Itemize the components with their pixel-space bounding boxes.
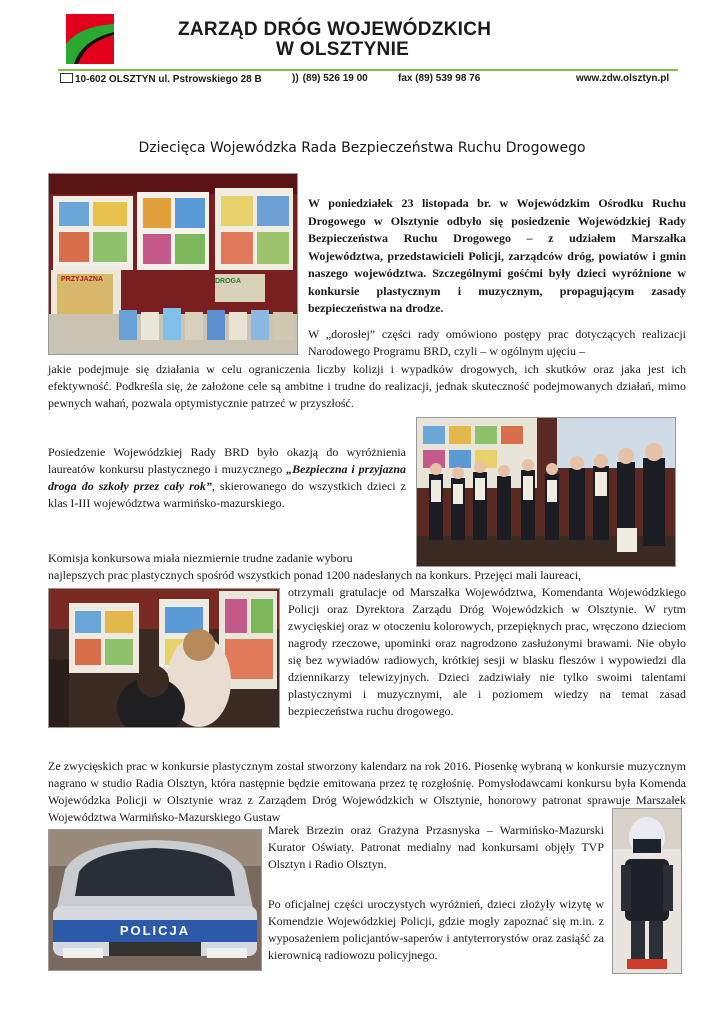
envelope-icon [60, 73, 73, 83]
header-divider [58, 69, 678, 71]
address-line [60, 73, 262, 85]
paragraph-6: Po oficjalnej części uroczystych wyróżnień, dzieci złożyły wizytę w Komendzie Wojewódzkiej Policji, gdzie mogły zapoznać się m.in. z wyposażeniem policjantów-saperów i antyterrorystów oraz zasiąść za kierownicą radiowozu policyjnego. [268, 897, 604, 962]
photo-exhibition-boards [48, 173, 298, 355]
board-label-2: DROGA [215, 278, 242, 285]
phone-icon: )) [292, 73, 299, 84]
organization-name [178, 20, 558, 60]
title-line-1: ZARZĄD DRÓG WOJEWÓDZKICH [178, 19, 492, 40]
contest-name: „Bezpieczna i przyjazna droga do szkoły przez cały rok” [48, 462, 406, 493]
phone-text: (89) 526 19 00 [302, 73, 368, 84]
paragraph-3 [48, 444, 406, 512]
photo-police-car [48, 829, 262, 971]
photo-visitors-exhibition [48, 588, 280, 728]
paragraph-5-cont: Marek Brzezin oraz Grażyna Przasnyska – Warmińsko-Mazurski Kurator Oświaty. Patronat medialny nad konkursami objęły TVP Olsztyn i Radio Olsztyn. [268, 823, 604, 871]
intro-paragraph: W poniedziałek 23 listopada br. w Wojewódzkim Ośrodku Ruchu Drogowego w Olsztynie odbyło się posiedzenie Wojewódzkiej Rady Bezpieczeństwa Ruchu Drogowego – z udziałem Marszałka Województwa, przedstawicieli Policji, zarządców dróg, powiatów i gmin naszego województwa. Szczególnymi gośćmi były dzieci wyróżnione w konkursie plastycznym i muzycznym, propagującym zasady bezpieczeństwa na drodze. [308, 196, 686, 315]
zdw-logo [66, 14, 114, 64]
board-label-1: PRZYJAZNA [61, 276, 104, 283]
address-text: 10-602 OLSZTYN ul. Pstrowskiego 28 B [75, 74, 262, 85]
phone-line [292, 73, 368, 84]
paragraph-4-start: Komisja konkursowa miała niezmiernie trudne zadanie wyboru [48, 551, 353, 565]
paragraph-4-wide: najlepszych prac plastycznych spośród wszystkich ponad 1200 nadesłanych na konkurs. Przejęci mali laureaci, [48, 568, 582, 582]
website-link[interactable]: www.zdw.olsztyn.pl [576, 73, 670, 84]
police-car-sign: POLICJA [119, 923, 191, 938]
logo-road-icon [66, 14, 114, 64]
fax-text: fax (89) 539 98 76 [398, 73, 481, 84]
title-line-2: W OLSZTYNIE [276, 39, 410, 60]
paragraph-4-cont: otrzymali gratulacje od Marszałka Województwa, Komendanta Wojewódzkiego Policji oraz Dyrektora Zarządu Dróg Wojewódzkich w Olsztynie. W rytm zwycięskiej oraz w otoczeniu kolorowych, przepięknych prac, wręczono dzieciom nagrody rzeczowe, upominki oraz nagrodzono zasłużonymi brawami. Nie obyło się bez wywiadów radiowych, krótkiej sesji w blasku fleszów i wypowiedzi dla dziennikarzy telewizyjnych. Dzieci zadziwiały nie tylko swoimi talentami plastycznymi i muzycznymi, ale i poziomem wiedzy na temat zasad bezpieczeństwa ruchu drogowego. [288, 585, 686, 718]
paragraph-2-start: W „dorosłej” części rady omówiono postępy prac dotyczących realizacji Narodowego Programu BRD, czyli – w ogólnym ujęciu – [308, 327, 686, 358]
photo-children-laureates [416, 417, 676, 567]
paragraph-2-cont: jakie podejmuje się działania w celu ograniczenia liczby kolizji i wypadków drogowych, ich skutków oraz jaka jest ich efektywność. Podkreśla się, że założone cele są ambitne i trudne do realizacji, jednak skuteczność podejmowanych działań, mimo pewnych wahań, pozwala optymistycznie patrzeć w przyszłość. [48, 362, 686, 410]
photo-child-police-gear [612, 808, 682, 974]
paragraph-5-start: Ze zwycięskich prac w konkursie plastycznym został stworzony kalendarz na rok 2016. Piosenkę wybraną w konkursie muzycznym nagrano w studio Radia Olsztyn, która następnie będzie emitowana przez tę rozgłośnię. Pomysłodawcami konkursu była Komenda Wojewódzka Policji w Olsztynie wraz z Zarządem Dróg Wojewódzkich w Olsztynie, honorowy patronat sprawuje Marszałek Województwa Warmińsko-Mazurskiego Gustaw [48, 759, 686, 824]
paragraph-3-post: , skierowanego do wszystkich dzieci z klas I-III województwa warmińsko-mazurskiego. [48, 479, 406, 510]
page-title: Dziecięca Wojewódzka Rada Bezpieczeństwa Ruchu Drogowego [138, 140, 586, 156]
paragraph-3-pre: Posiedzenie Wojewódzkiej Rady BRD było okazją do wyróżnienia laureatów konkursu plastycznego i muzycznego [48, 445, 406, 476]
